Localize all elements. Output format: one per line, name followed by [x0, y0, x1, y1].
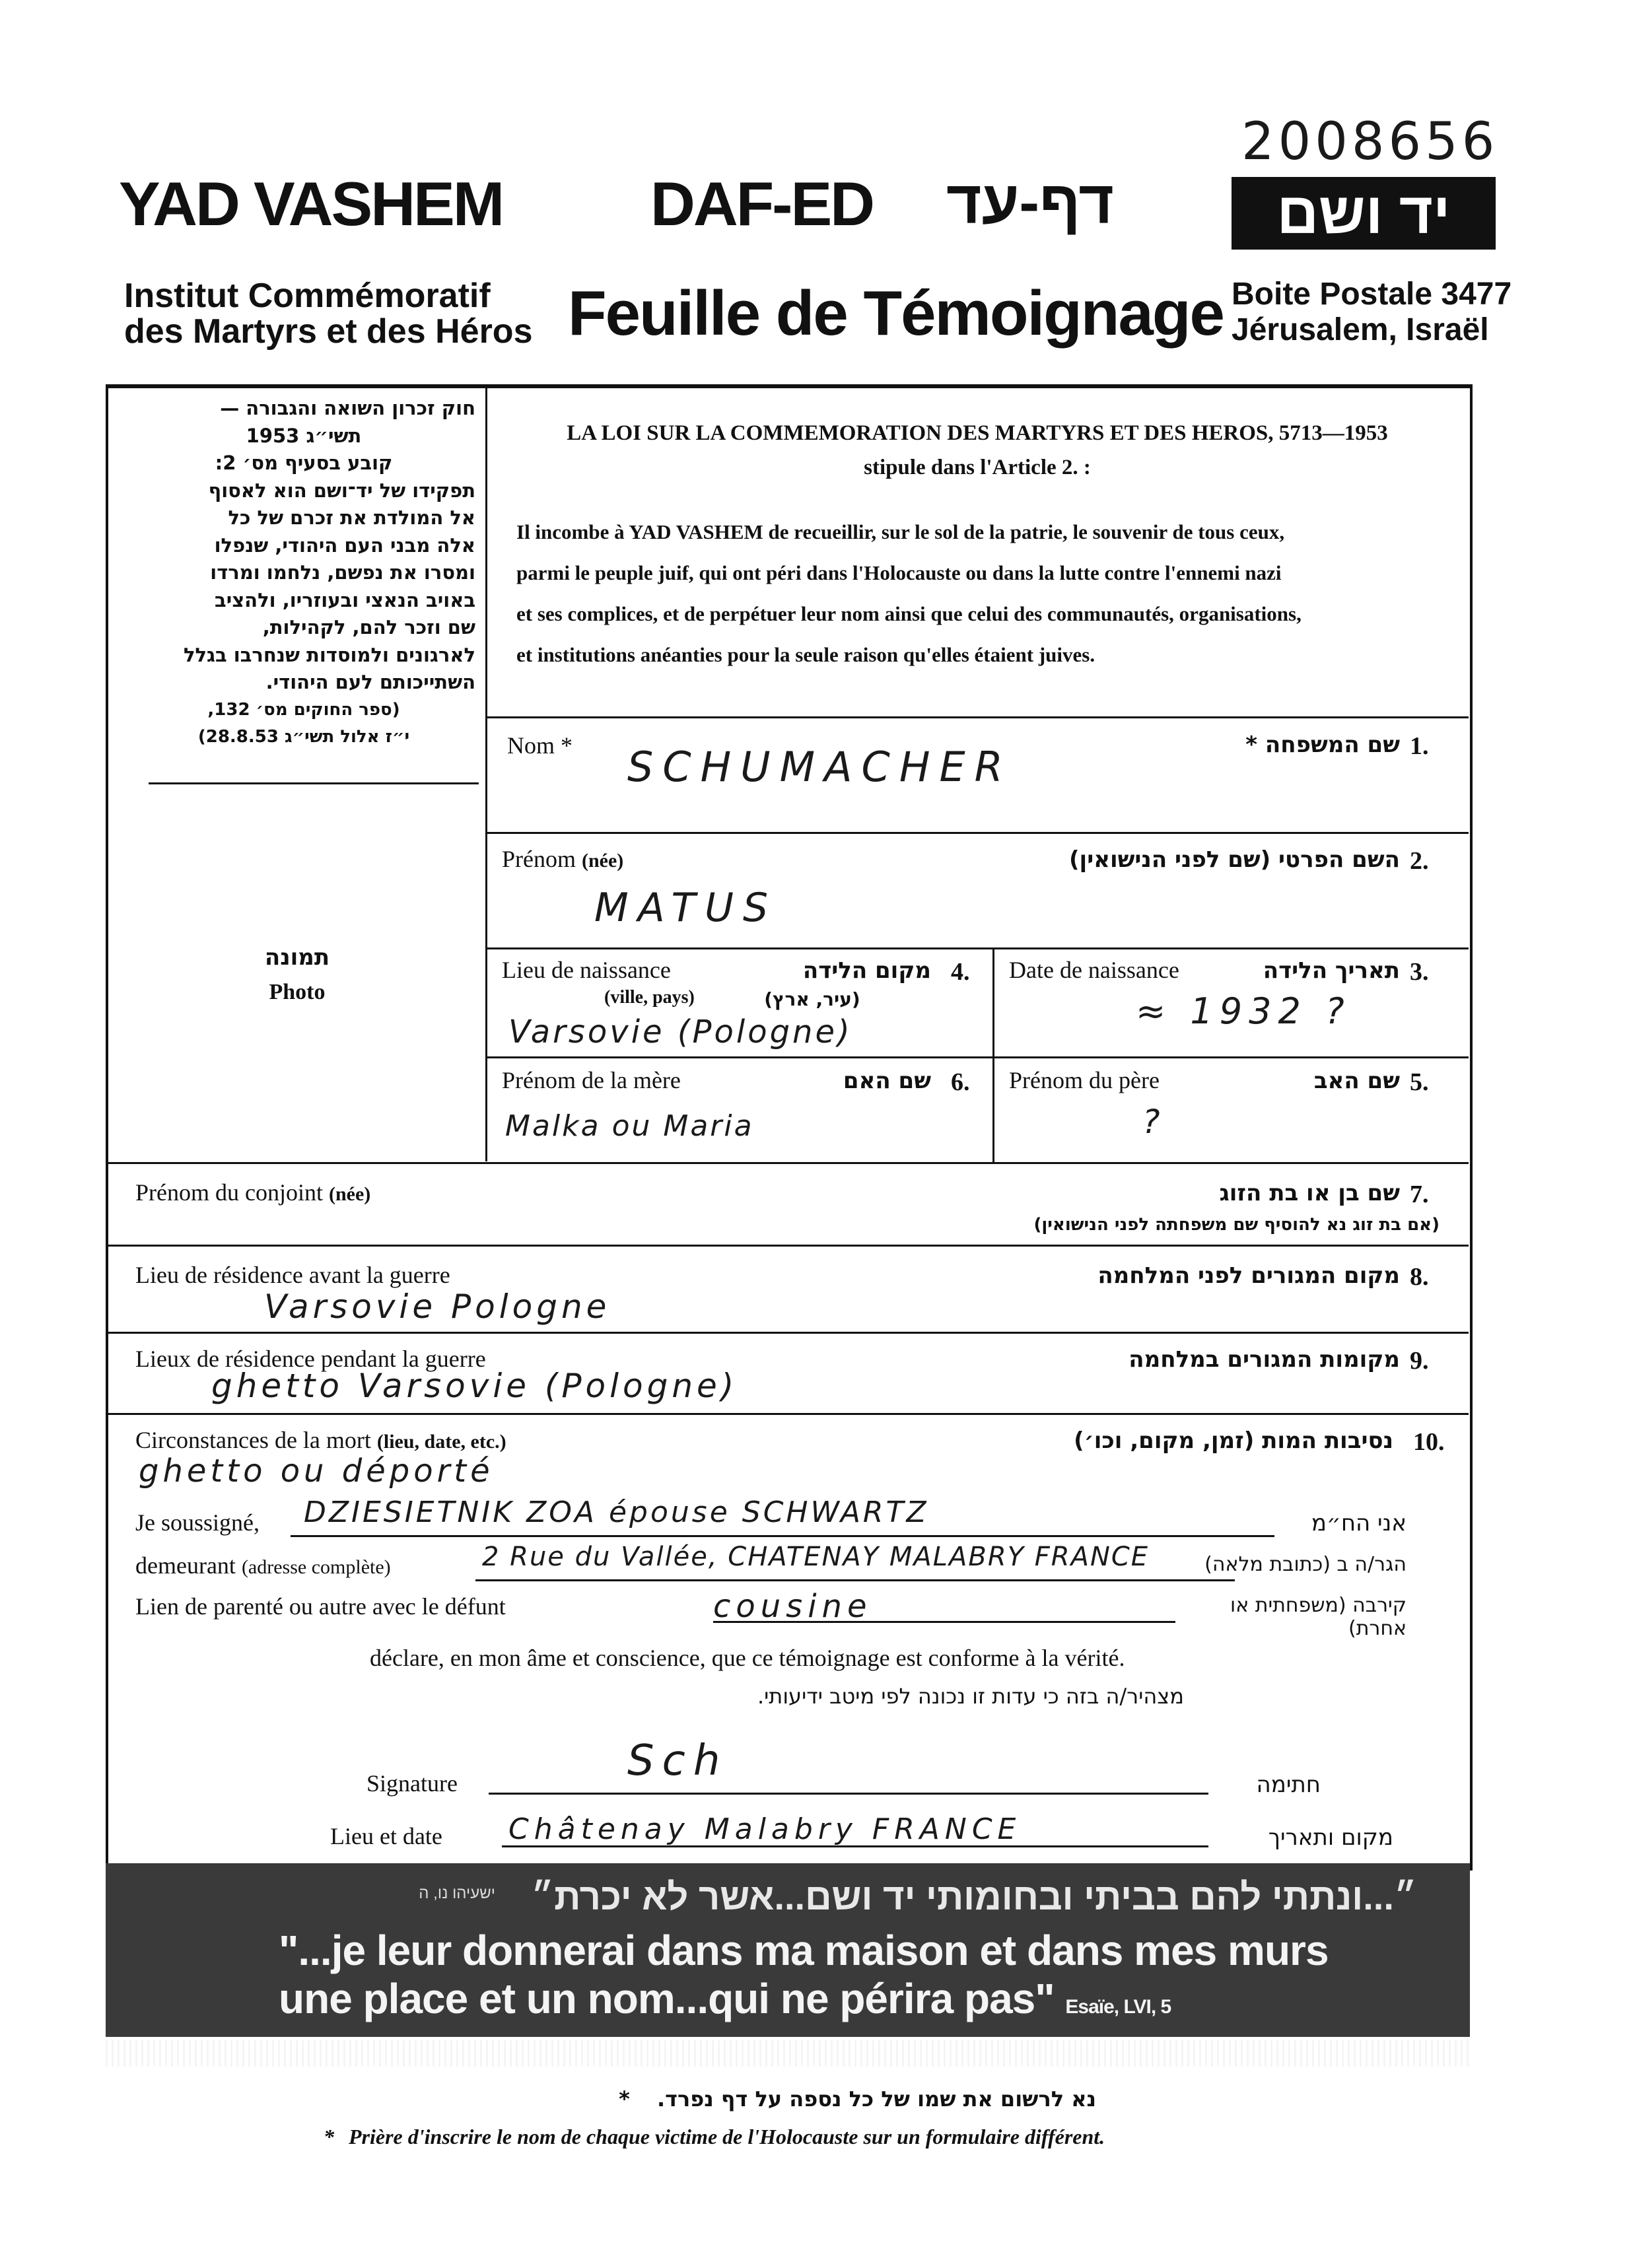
middle-column-divider [992, 947, 994, 1162]
footer-hebrew-text: נא לרשום את שמו של כל נספה על דף נפרד. [656, 2086, 1096, 2112]
circonstances-value[interactable]: ghetto ou déporté [139, 1453, 494, 1490]
date-naissance-number: 3. [1410, 958, 1429, 986]
quote-banner [106, 1863, 1470, 2037]
rule-below-law [486, 716, 1469, 718]
date-naissance-label: Date de naissance [1009, 957, 1179, 983]
prenom-label [502, 845, 623, 873]
demeurant-value[interactable]: 2 Rue du Vallée, CHATENAY MALABRY FRANCE [482, 1542, 1150, 1572]
logo-hebrew-text: יד ושם [1276, 180, 1451, 246]
french-law-subtitle: stipule dans l'Article 2. : [864, 456, 1091, 479]
banner-french-line-2-text: une place et un nom...qui ne périra pas" [279, 1975, 1055, 2022]
signature-underline [489, 1793, 1208, 1795]
lieu-naissance-hebrew-label: מקום הלידה [802, 957, 931, 984]
prenom-pere-value[interactable]: ? [1142, 1103, 1169, 1141]
signature-hebrew-label: חתימה [1256, 1771, 1321, 1798]
rule-below-residence-pendant [107, 1413, 1469, 1415]
scan-speckle [106, 2040, 1470, 2067]
conjoint-label-text: Prénom du conjoint [135, 1179, 323, 1206]
hebrew-law-line: אלה מבני העם היהודי, שנפלו [214, 533, 475, 557]
form-title: Feuille de Témoignage [568, 278, 1224, 349]
footer-french-text: Prière d'inscrire le nom de chaque victime de l'Holocauste sur un formulaire différent. [349, 2125, 1105, 2148]
conjoint-hebrew-label: שם בן או בת הזוג [1219, 1180, 1400, 1206]
french-law-title: LA LOI SUR LA COMMEMORATION DES MARTYRS ET DES HEROS, 5713—1953 [567, 421, 1388, 445]
prenom-mere-value[interactable]: Malka ou Maria [505, 1109, 754, 1143]
residence-avant-value[interactable]: Varsovie Pologne [264, 1288, 611, 1326]
date-naissance-value[interactable]: ≈ 1932 ? [1136, 990, 1351, 1032]
yad-vashem-title: YAD VASHEM [119, 169, 503, 238]
institute-line-1: Institut Commémoratif [124, 277, 491, 315]
banner-french-line-1: "...je leur donnerai dans ma maison et dans mes murs [279, 1927, 1329, 1974]
residence-pendant-label: Lieux de résidence pendant la guerre [135, 1346, 486, 1372]
photo-hebrew-label: תמונה [264, 944, 330, 971]
lieu-naissance-label: Lieu de naissance [502, 957, 671, 983]
document-number: 2008656 [1241, 112, 1499, 172]
hebrew-law-line: תשי״ג 1953 [246, 424, 362, 447]
french-law-line: Il incombe à YAD VASHEM de recueillir, sur le sol de la patrie, le souvenir de tous ceux, [516, 520, 1285, 543]
declaration-hebrew: מצהיר/ה בזה כי עדות זו נכונה לפי מיטב ידיעותי. [757, 1684, 1185, 1709]
rule-below-hebrew-law [149, 782, 479, 784]
banner-hebrew-quote: ״...ונתתי להם בביתי ובחומותי יד ושם...אשר לא יכרת״ [531, 1876, 1417, 1917]
nom-hebrew-label: שם המשפחה * [1245, 732, 1400, 758]
residence-pendant-hebrew-label: מקומות המגורים במלחמה [1129, 1346, 1400, 1373]
conjoint-label-note: (née) [328, 1183, 371, 1205]
nom-number: 1. [1410, 732, 1429, 760]
prenom-hebrew-label: השם הפרטי (שם לפני הנישואין) [1068, 846, 1400, 873]
prenom-mere-label: Prénom de la mère [502, 1067, 681, 1093]
rule-below-conjoint [107, 1245, 1469, 1247]
lieu-naissance-number: 4. [951, 958, 970, 986]
conjoint-label [135, 1179, 370, 1206]
hebrew-law-line: ומסרו את נפשם, נלחמו ומרדו [210, 561, 475, 584]
french-law-line: et institutions anéanties pour la seule raison qu'elles étaient juives. [516, 643, 1095, 666]
demeurant-hebrew-label: הגר/ה ב (כתובת מלאה) [1204, 1553, 1407, 1576]
soussigne-value[interactable]: DZIESIETNIK ZOA épouse SCHWARTZ [304, 1495, 929, 1529]
lien-label: Lien de parenté ou autre avec le défunt [135, 1593, 506, 1620]
prenom-pere-number: 5. [1410, 1068, 1429, 1096]
signature-label: Signature [366, 1770, 458, 1797]
french-law-line: et ses complices, et de perpétuer leur nom ainsi que celui des communautés, organisations, [516, 602, 1302, 625]
hebrew-law-line: באויב הנאצי ובעוזריו, ולהציב [215, 588, 475, 611]
postbox-line-1: Boite Postale 3477 [1232, 277, 1512, 312]
hebrew-law-line: חוק זכרון השואה והגבורה — [220, 397, 475, 419]
residence-pendant-number: 9. [1410, 1347, 1429, 1375]
french-law-line: parmi le peuple juif, qui ont péri dans l'Holocauste ou dans la lutte contre l'ennemi nazi [516, 561, 1282, 584]
prenom-label-text: Prénom [502, 846, 576, 872]
soussigne-label: Je soussigné, [135, 1509, 260, 1536]
lien-hebrew-label: קירבה (משפחתית או אחרת) [1230, 1594, 1407, 1640]
conjoint-hebrew-sublabel: (אם בת זוג נא להוסיף שם משפחתה לפני הנישואין) [1033, 1215, 1440, 1235]
french-law-text [516, 512, 1454, 675]
footer-hebrew-note [462, 2086, 1096, 2112]
hebrew-law-line: תפקידו של יד־ושם הוא לאסוף [208, 479, 475, 502]
rule-below-birth [486, 1056, 1469, 1058]
banner-french-reference: Esaïe, LVI, 5 [1065, 1996, 1171, 2018]
hebrew-law-line: שם וזכר להם, לקהילות, [262, 616, 475, 638]
nom-label: Nom * [507, 732, 573, 759]
banner-hebrew-reference: ישעיהו נו, ה [419, 1884, 495, 1902]
date-naissance-hebrew-label: תאריך הלידה [1263, 957, 1400, 984]
residence-avant-number: 8. [1410, 1263, 1429, 1291]
demeurant-label-text: demeurant [135, 1552, 236, 1579]
residence-avant-hebrew-label: מקום המגורים לפני המלחמה [1097, 1262, 1400, 1289]
residence-pendant-value[interactable]: ghetto Varsovie (Pologne) [211, 1367, 738, 1405]
yad-vashem-logo [1232, 177, 1496, 250]
circonstances-label-note: (lieu, date, etc.) [376, 1431, 506, 1453]
footer-french-note [324, 2125, 1105, 2149]
prenom-label-note: (née) [582, 850, 624, 872]
hebrew-law-line: אל המולדת את זכרם של כל [228, 506, 475, 529]
hebrew-law-line: השתייכותם לעם היהודי. [265, 671, 475, 693]
hebrew-law-block [132, 395, 475, 751]
footer-hebrew-bullet: * [619, 2086, 630, 2112]
declaration-french: déclare, en mon âme et conscience, que ce témoignage est conforme à la vérité. [370, 1645, 1125, 1671]
photo-label: Photo [269, 980, 326, 1004]
circonstances-number: 10. [1413, 1428, 1445, 1456]
lieu-date-label: Lieu et date [330, 1823, 442, 1849]
hebrew-law-line: (ספר החוקים מס׳ 132, [207, 699, 400, 720]
daf-ed-hebrew-title: דף-עד [946, 169, 1114, 236]
lieu-date-hebrew-label: מקום ותאריך [1268, 1824, 1393, 1851]
prenom-mere-hebrew-label: שם האם [843, 1068, 931, 1094]
daf-ed-title: DAF-ED [650, 169, 874, 238]
circonstances-label [135, 1426, 506, 1454]
lieu-date-value[interactable]: Châtenay Malabry FRANCE [508, 1812, 1022, 1846]
hebrew-law-line: לארגונים ולמוסדות שנחרבו בגלל [183, 643, 475, 666]
lieu-naissance-sublabel: (ville, pays) [604, 987, 695, 1008]
soussigne-hebrew-label: אני הח״מ [1311, 1510, 1407, 1536]
footer-french-bullet: * [324, 2125, 334, 2148]
rule-below-parents [107, 1162, 1469, 1164]
signature-value[interactable]: Sch [627, 1736, 728, 1785]
demeurant-underline [475, 1579, 1235, 1581]
prenom-pere-label: Prénom du père [1009, 1067, 1160, 1093]
conjoint-number: 7. [1410, 1181, 1429, 1208]
institute-line-2: des Martyrs et des Héros [124, 312, 533, 351]
hebrew-law-line: קובע בסעיף מס׳ 2: [215, 452, 393, 474]
lieu-naissance-value[interactable]: Varsovie (Pologne) [508, 1014, 852, 1050]
rule-below-residence-avant [107, 1332, 1469, 1334]
circonstances-label-text: Circonstances de la mort [135, 1427, 371, 1453]
prenom-pere-hebrew-label: שם האב [1313, 1068, 1400, 1094]
prenom-number: 2. [1410, 847, 1429, 875]
demeurant-label [135, 1552, 391, 1579]
banner-french-line-2 [279, 1974, 1171, 2023]
postbox-line-2: Jérusalem, Israël [1232, 312, 1489, 347]
nom-value[interactable]: SCHUMACHER [627, 743, 1012, 791]
lieu-naissance-hebrew-sublabel: (עיר, ארץ) [764, 988, 860, 1010]
rule-below-prenom [486, 947, 1469, 949]
prenom-value[interactable]: MATUS [594, 885, 778, 931]
residence-avant-label: Lieu de résidence avant la guerre [135, 1262, 450, 1288]
rule-below-nom [486, 832, 1469, 834]
demeurant-label-note: (adresse complète) [241, 1556, 391, 1578]
lien-value[interactable]: cousine [713, 1588, 872, 1625]
hebrew-law-line: י״ז אלול תשי״ג 28.8.53) [197, 727, 410, 747]
circonstances-hebrew-label: נסיבות המות (זמן, מקום, וכו׳) [1074, 1427, 1393, 1454]
left-column-divider [485, 386, 487, 1161]
soussigne-underline [291, 1535, 1274, 1537]
prenom-mere-number: 6. [951, 1068, 970, 1096]
